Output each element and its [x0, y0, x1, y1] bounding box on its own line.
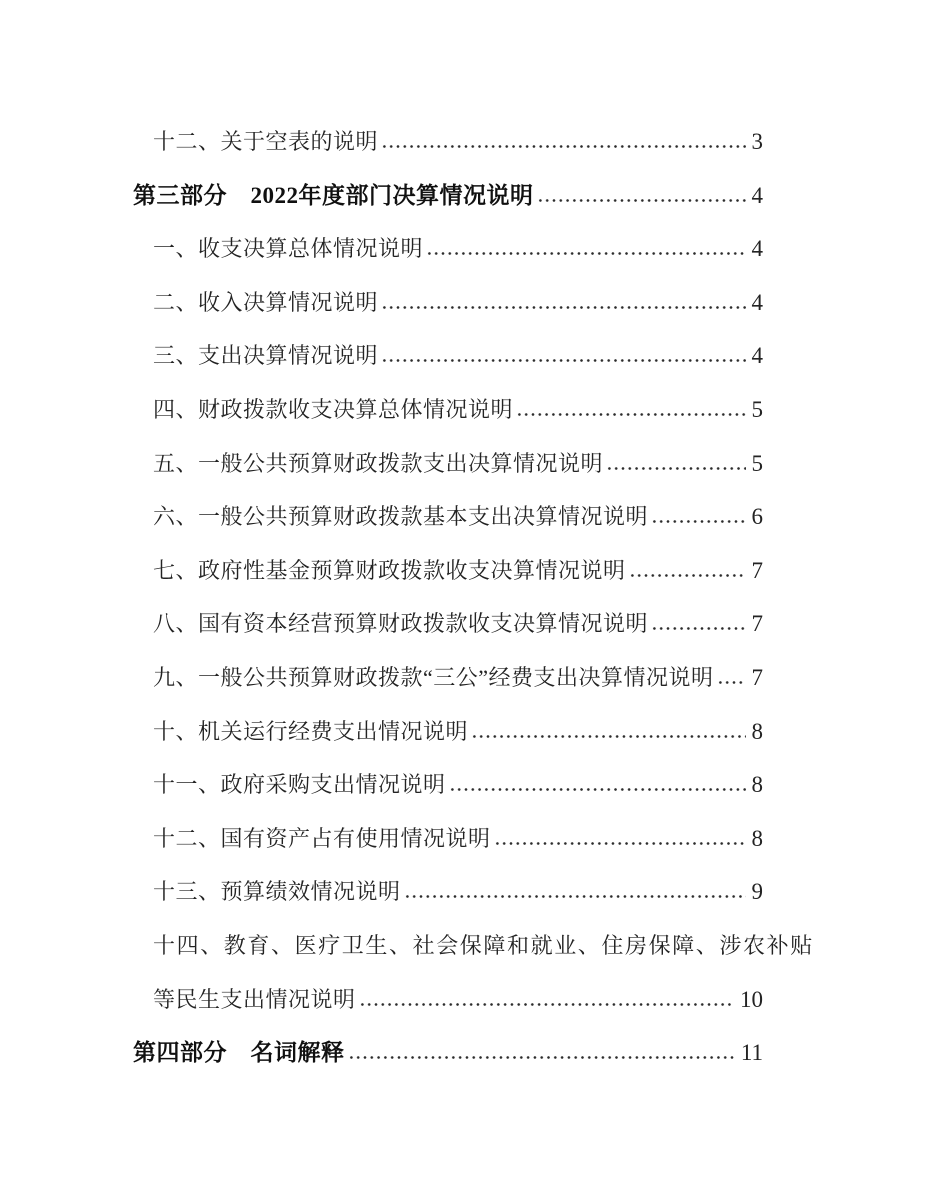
toc-page-number: 11 — [740, 1040, 763, 1066]
toc-entry-label: 一、收支决算总体情况说明 — [153, 236, 424, 262]
toc-entry-label: 五、一般公共预算财政拨款支出决算情况说明 — [153, 450, 604, 476]
toc-leader-dots — [606, 466, 745, 471]
toc-entry-label: 十一、政府采购支出情况说明 — [153, 772, 446, 798]
toc-entry-label: 七、政府性基金预算财政拨款收支决算情况说明 — [153, 557, 626, 583]
toc-entry-6[interactable] — [133, 383, 763, 437]
toc-entry-17[interactable] — [133, 973, 763, 1027]
toc-entry-label: 等民生支出情况说明 — [153, 986, 356, 1012]
toc-page-number: 5 — [751, 396, 763, 422]
toc-page-number: 4 — [751, 182, 763, 208]
toc-entry-10[interactable] — [133, 597, 763, 651]
toc-page-number: 9 — [751, 879, 763, 905]
table-of-contents — [133, 115, 814, 1080]
toc-page-number: 7 — [751, 664, 763, 690]
toc-entry-4[interactable] — [133, 276, 763, 330]
toc-entry-label: 三、支出决算情况说明 — [153, 343, 379, 369]
toc-entry-label: 四、财政拨款收支决算总体情况说明 — [153, 396, 514, 422]
toc-entry-label: 十四、教育、医疗卫生、社会保障和就业、住房保障、涉农补贴 — [153, 932, 814, 958]
toc-page-number: 4 — [751, 289, 763, 315]
toc-page-number: 7 — [751, 611, 763, 637]
toc-entry-label: 十二、国有资产占有使用情况说明 — [153, 825, 491, 851]
toc-entry-label: 六、一般公共预算财政拨款基本支出决算情况说明 — [153, 504, 649, 530]
toc-entry-label: 第三部分 2022年度部门决算情况说明 — [133, 182, 534, 208]
toc-page-number: 10 — [740, 986, 763, 1012]
toc-leader-dots — [717, 680, 746, 685]
toc-page-number: 7 — [751, 557, 763, 583]
toc-entry-16[interactable] — [133, 919, 814, 973]
toc-entry-2[interactable] — [133, 169, 763, 223]
toc-leader-dots — [426, 251, 745, 256]
toc-entry-label: 九、一般公共预算财政拨款“三公”经费支出决算情况说明 — [153, 664, 714, 690]
toc-entry-18[interactable] — [133, 1026, 763, 1080]
toc-page-number: 3 — [751, 129, 763, 154]
toc-entry-9[interactable] — [133, 544, 763, 598]
toc-entry-12[interactable] — [133, 705, 763, 759]
toc-page-number: 8 — [751, 772, 763, 798]
toc-entry-15[interactable] — [133, 865, 763, 919]
toc-entry-14[interactable] — [133, 812, 763, 866]
toc-leader-dots — [516, 412, 745, 417]
toc-leader-dots — [381, 144, 745, 149]
toc-leader-dots — [449, 787, 746, 792]
toc-leader-dots — [381, 305, 745, 310]
toc-page-number: 4 — [751, 236, 763, 262]
toc-entry-1[interactable] — [133, 115, 763, 169]
toc-leader-dots — [471, 734, 745, 739]
toc-leader-dots — [629, 573, 746, 578]
toc-entry-3[interactable] — [133, 222, 763, 276]
toc-page-number: 8 — [751, 718, 763, 744]
toc-leader-dots — [359, 1002, 734, 1007]
toc-entry-label: 十、机关运行经费支出情况说明 — [153, 718, 469, 744]
toc-leader-dots — [494, 841, 746, 846]
toc-page-number: 5 — [751, 450, 763, 476]
toc-leader-dots — [381, 358, 745, 363]
toc-page-number: 6 — [751, 504, 763, 530]
toc-entry-11[interactable] — [133, 651, 763, 705]
toc-leader-dots — [348, 1055, 735, 1060]
toc-leader-dots — [651, 626, 745, 631]
toc-entry-8[interactable] — [133, 490, 763, 544]
toc-entry-label: 第四部分 名词解释 — [133, 1040, 345, 1066]
toc-entry-7[interactable] — [133, 437, 763, 491]
toc-entry-label: 十三、预算绩效情况说明 — [153, 879, 401, 905]
toc-leader-dots — [404, 894, 746, 899]
toc-page-number: 4 — [751, 343, 763, 369]
toc-entry-label: 二、收入决算情况说明 — [153, 289, 379, 315]
toc-entry-5[interactable] — [133, 329, 763, 383]
toc-leader-dots — [537, 198, 746, 203]
toc-entry-label: 八、国有资本经营预算财政拨款收支决算情况说明 — [153, 611, 649, 637]
toc-entry-label: 十二、关于空表的说明 — [153, 129, 379, 154]
toc-page-number: 8 — [751, 825, 763, 851]
toc-leader-dots — [651, 519, 745, 524]
toc-entry-13[interactable] — [133, 758, 763, 812]
